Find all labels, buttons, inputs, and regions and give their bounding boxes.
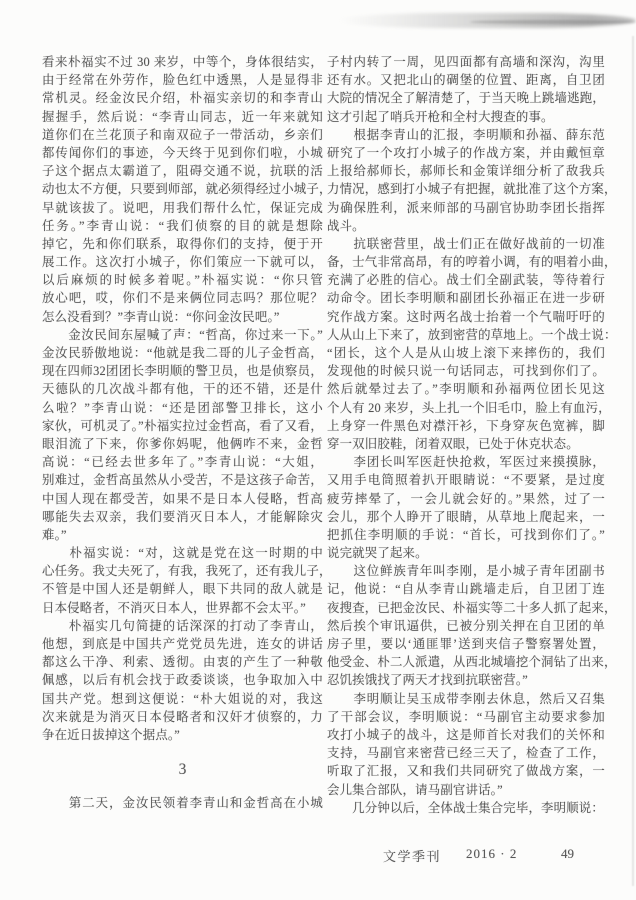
- text-line: 任务。”李青山说：“我们侦察的目的就是想除: [42, 218, 323, 233]
- text-line: 不管是中国人还是朝鲜人，眼下共同的敌人就是: [42, 582, 323, 597]
- text-line: 究作战方案。这时两名战士抬着一个气喘吁吁的: [327, 309, 605, 324]
- text-line: 放心吧，哎，你们不是来俩位同志吗？那位呢？: [42, 291, 323, 306]
- text-line: 家伙，可机灵了。”朴福实拉过金哲高，看了又看，: [42, 418, 323, 433]
- text-line: 次来就是为消灭日本侵略者和汉奸才侦察的，力: [42, 709, 323, 724]
- text-line: “团长，这个人是从山坡上滚下来摔伤的，我们: [327, 346, 605, 360]
- text-line: 子这个据点太霸道了，阻碍交通不说，抗联的活: [42, 164, 323, 179]
- text-line: 充满了必胜的信心。战士们全副武装，等待着行: [327, 273, 605, 288]
- text-line: 然后就晕过去了。”李明顺和孙福两位团长见这: [327, 382, 605, 397]
- text-line: 以后麻烦的时候多着呢。”朴福实说：“你只管: [42, 273, 323, 288]
- text-line: 又用手电筒照着扒开眼睛说：“不要紧，是过度: [327, 473, 605, 488]
- text-line: 为确保胜利，派来师部的马副官协助李团长指挥: [327, 200, 605, 215]
- text-line: 了干部会议，李明顺说：“马副官主动要求参加: [327, 709, 605, 724]
- text-column-right: [327, 53, 617, 817]
- text-line: 掉它，先和你们联系，取得你们的支持，便于开: [42, 236, 323, 251]
- journal-title: 文学季刊: [383, 849, 442, 864]
- text-line: 由于经常在外劳作，脸色红中透黑，人是显得非: [42, 73, 323, 88]
- text-line: 上报给郝师长，郝师长和金策详细分析了敌我兵: [327, 164, 605, 179]
- text-line: 国共产党。想到这便说：“朴大姐说的对，我这: [42, 691, 323, 706]
- text-line: 中国人现在都受苦，如果不是日本人侵略，哲高: [42, 491, 323, 506]
- text-line: 支持，马副官来密营已经三天了，检查了工作，: [327, 746, 605, 761]
- text-line: 常机灵。经金汝民介绍，朴福实亲切的和李青山: [42, 91, 323, 106]
- text-line: 金汝民间东屋喊了声：“哲高，你过来一下。”: [42, 327, 323, 342]
- issue-number: 2016 · 2: [466, 846, 518, 861]
- text-line: 大院的情况全了解清楚了，于当天晚上跳墙逃跑，: [327, 91, 605, 106]
- text-line: 几分钟以后，全体战士集合完毕，李明顺说：: [327, 800, 604, 815]
- text-line: 记，他说：“自从李青山跳墙走后，自卫团丁连: [327, 582, 605, 597]
- text-line: 他受金、朴二人派遣，从西北城墙挖个洞钻了出来，: [327, 655, 617, 670]
- text-line: 夜搜查，已把金汝民、朴福实等二十多人抓了起来，: [327, 600, 617, 615]
- text-line: 人从山上下来了，放到密营的草地上。一个战士说：: [327, 327, 617, 342]
- text-line: 会儿集合部队，请马副官讲话。”: [327, 782, 503, 797]
- text-line: 现在四师32团团长李明顺的警卫员，也是侦察员，: [42, 364, 323, 379]
- text-line: 穿一双旧胶鞋，闭着双眼，已处于休克状态。: [327, 436, 579, 451]
- text-line: 展工作。这次打小城子，你们策应一下就可以，: [42, 255, 323, 270]
- text-line: 朴福实说：“对，这就是党在这一时期的中: [42, 546, 323, 561]
- text-line: 上身穿一件黑色对襟汗衫，下身穿灰色宽裤，脚: [327, 418, 605, 433]
- text-line: 都传闻你们的事迹，今天终于见到你们啦，小城: [42, 145, 323, 160]
- text-line: 说完就哭了起来。: [327, 546, 428, 561]
- text-line: 个人有 20 来岁，头上扎一个旧毛巾，脸上有血污，: [327, 400, 611, 415]
- text-line: 早就该拔了。说吧，用我们帮什么忙，保证完成: [42, 200, 323, 215]
- text-line: 日本侵略者，不消灭日本人，世界都不会太平。”: [42, 600, 306, 615]
- text-line: 朴福实几句简捷的话深深的打动了李青山，: [42, 618, 323, 633]
- text-line: 备，士气非常高昂，有的哼着小调，有的唱着小曲，: [327, 255, 617, 270]
- text-line: 疲劳摔晕了，一会儿就会好的。”果然，过了一: [327, 491, 605, 506]
- text-line: 力情况，感到打小城子有把握，就批准了这个方案，: [327, 182, 617, 197]
- text-line: 别难过，金哲高虽然从小受苦，不是这孩子命苦，: [42, 473, 323, 488]
- text-line: 握握手，然后说：“李青山同志，近一年来就知: [42, 109, 323, 124]
- text-line: 把抓住李明顺的手说：“首长，可找到你们了。”: [327, 527, 605, 542]
- text-line: 难。”: [42, 527, 67, 542]
- text-line: 天德队的几次战斗都有他，干的还不错，还是什: [42, 382, 323, 397]
- text-line: 高说：“已经去世多年了。”李青山说：“大姐，: [42, 455, 323, 470]
- text-line: 佩感，以后有机会找于政委谈谈，也争取加入中: [42, 673, 323, 688]
- text-line: 然后挨个审讯逼供，已被分别关押在自卫团的单: [327, 618, 605, 633]
- text-line: 都这么干净、利索、透彻。由衷的产生了一种敬: [42, 655, 323, 670]
- section-number-heading: 3: [178, 761, 187, 779]
- scan-smudge-artifact-core: [470, 20, 636, 24]
- text-line: 道你们在兰花顶子和南双砬子一带活动，乡亲们: [42, 127, 323, 142]
- text-line: 眼泪流了下来，你爹你妈呢，他俩咋不来，金哲: [42, 436, 323, 451]
- page-number: 49: [561, 846, 574, 861]
- text-line: 心任务。我丈夫死了，有我，我死了，还有我儿子，: [42, 564, 332, 579]
- text-line: 战斗。: [327, 218, 365, 233]
- page-edge-shadow: [632, 36, 634, 886]
- text-line: 哪能失去双亲，我们要消灭日本人，才能解除灾: [42, 509, 323, 524]
- text-line: 这才引起了哨兵开枪和全村大搜查的事。: [327, 109, 554, 124]
- text-line: 会儿，那个人睁开了眼睛，从草地上爬起来，一: [327, 509, 605, 524]
- text-line: 第二天，金汝民领着李青山和金哲高在小城: [42, 796, 323, 811]
- text-line: 么啦？”李青山说：“还是团部警卫排长，这小: [42, 400, 323, 415]
- text-line: 他想，到底是中国共产党党员先进，连女的讲话: [42, 637, 323, 651]
- text-line: 怎么没看到？”李青山说：“你问金汝民吧。”: [42, 309, 280, 324]
- text-line: 看来朴福实不过 30 来岁，中等个，身体很结实，: [42, 55, 323, 69]
- text-column-left: [42, 53, 332, 813]
- text-line: 发现他的时候只说一句话同志，可找到你们了。: [327, 364, 605, 379]
- text-line: 听取了汇报，又和我们共同研究了做战方案，一: [327, 764, 605, 779]
- text-line: 李明顺让吴玉成带李刚去休息，然后又召集: [327, 691, 605, 706]
- text-line: 这位鲜族青年叫李刚，是小城子青年团副书: [327, 564, 605, 579]
- text-line: 子村内转了一周，见四面都有高墙和深沟，沟里: [327, 55, 605, 69]
- text-line: 房子里，要以‘通匪罪’送到夹信子警察署处置，: [327, 637, 605, 651]
- text-line: 李团长叫军医赶快抢救，军医过来摸摸脉，: [327, 455, 605, 470]
- page-footer: [0, 846, 636, 866]
- text-line: 根据李青山的汇报，李明顺和孙福、薛东范: [327, 127, 605, 142]
- text-line: 动命令。团长李明顺和副团长孙福正在进一步研: [327, 291, 605, 306]
- text-line: 研究了一个攻打小城子的作战方案，并由戴恒章: [327, 145, 605, 160]
- text-line: 忍饥挨饿找了两天才找到抗联密营。”: [327, 673, 528, 688]
- text-line: 抗联密营里，战士们正在做好战前的一切准: [327, 236, 605, 251]
- text-line: 动也太不方便，只要到师部，就必须得经过小城子，: [42, 182, 332, 197]
- text-line: 金汝民骄傲地说：“他就是我二哥的儿子金哲高，: [42, 346, 323, 360]
- text-line: 还有水。又把北山的碉堡的位置、距离，自卫团: [327, 73, 605, 88]
- text-line: 争在近日拔掉这个据点。”: [42, 727, 180, 742]
- text-line: 攻打小城子的战斗，这是师首长对我们的关怀和: [327, 727, 605, 742]
